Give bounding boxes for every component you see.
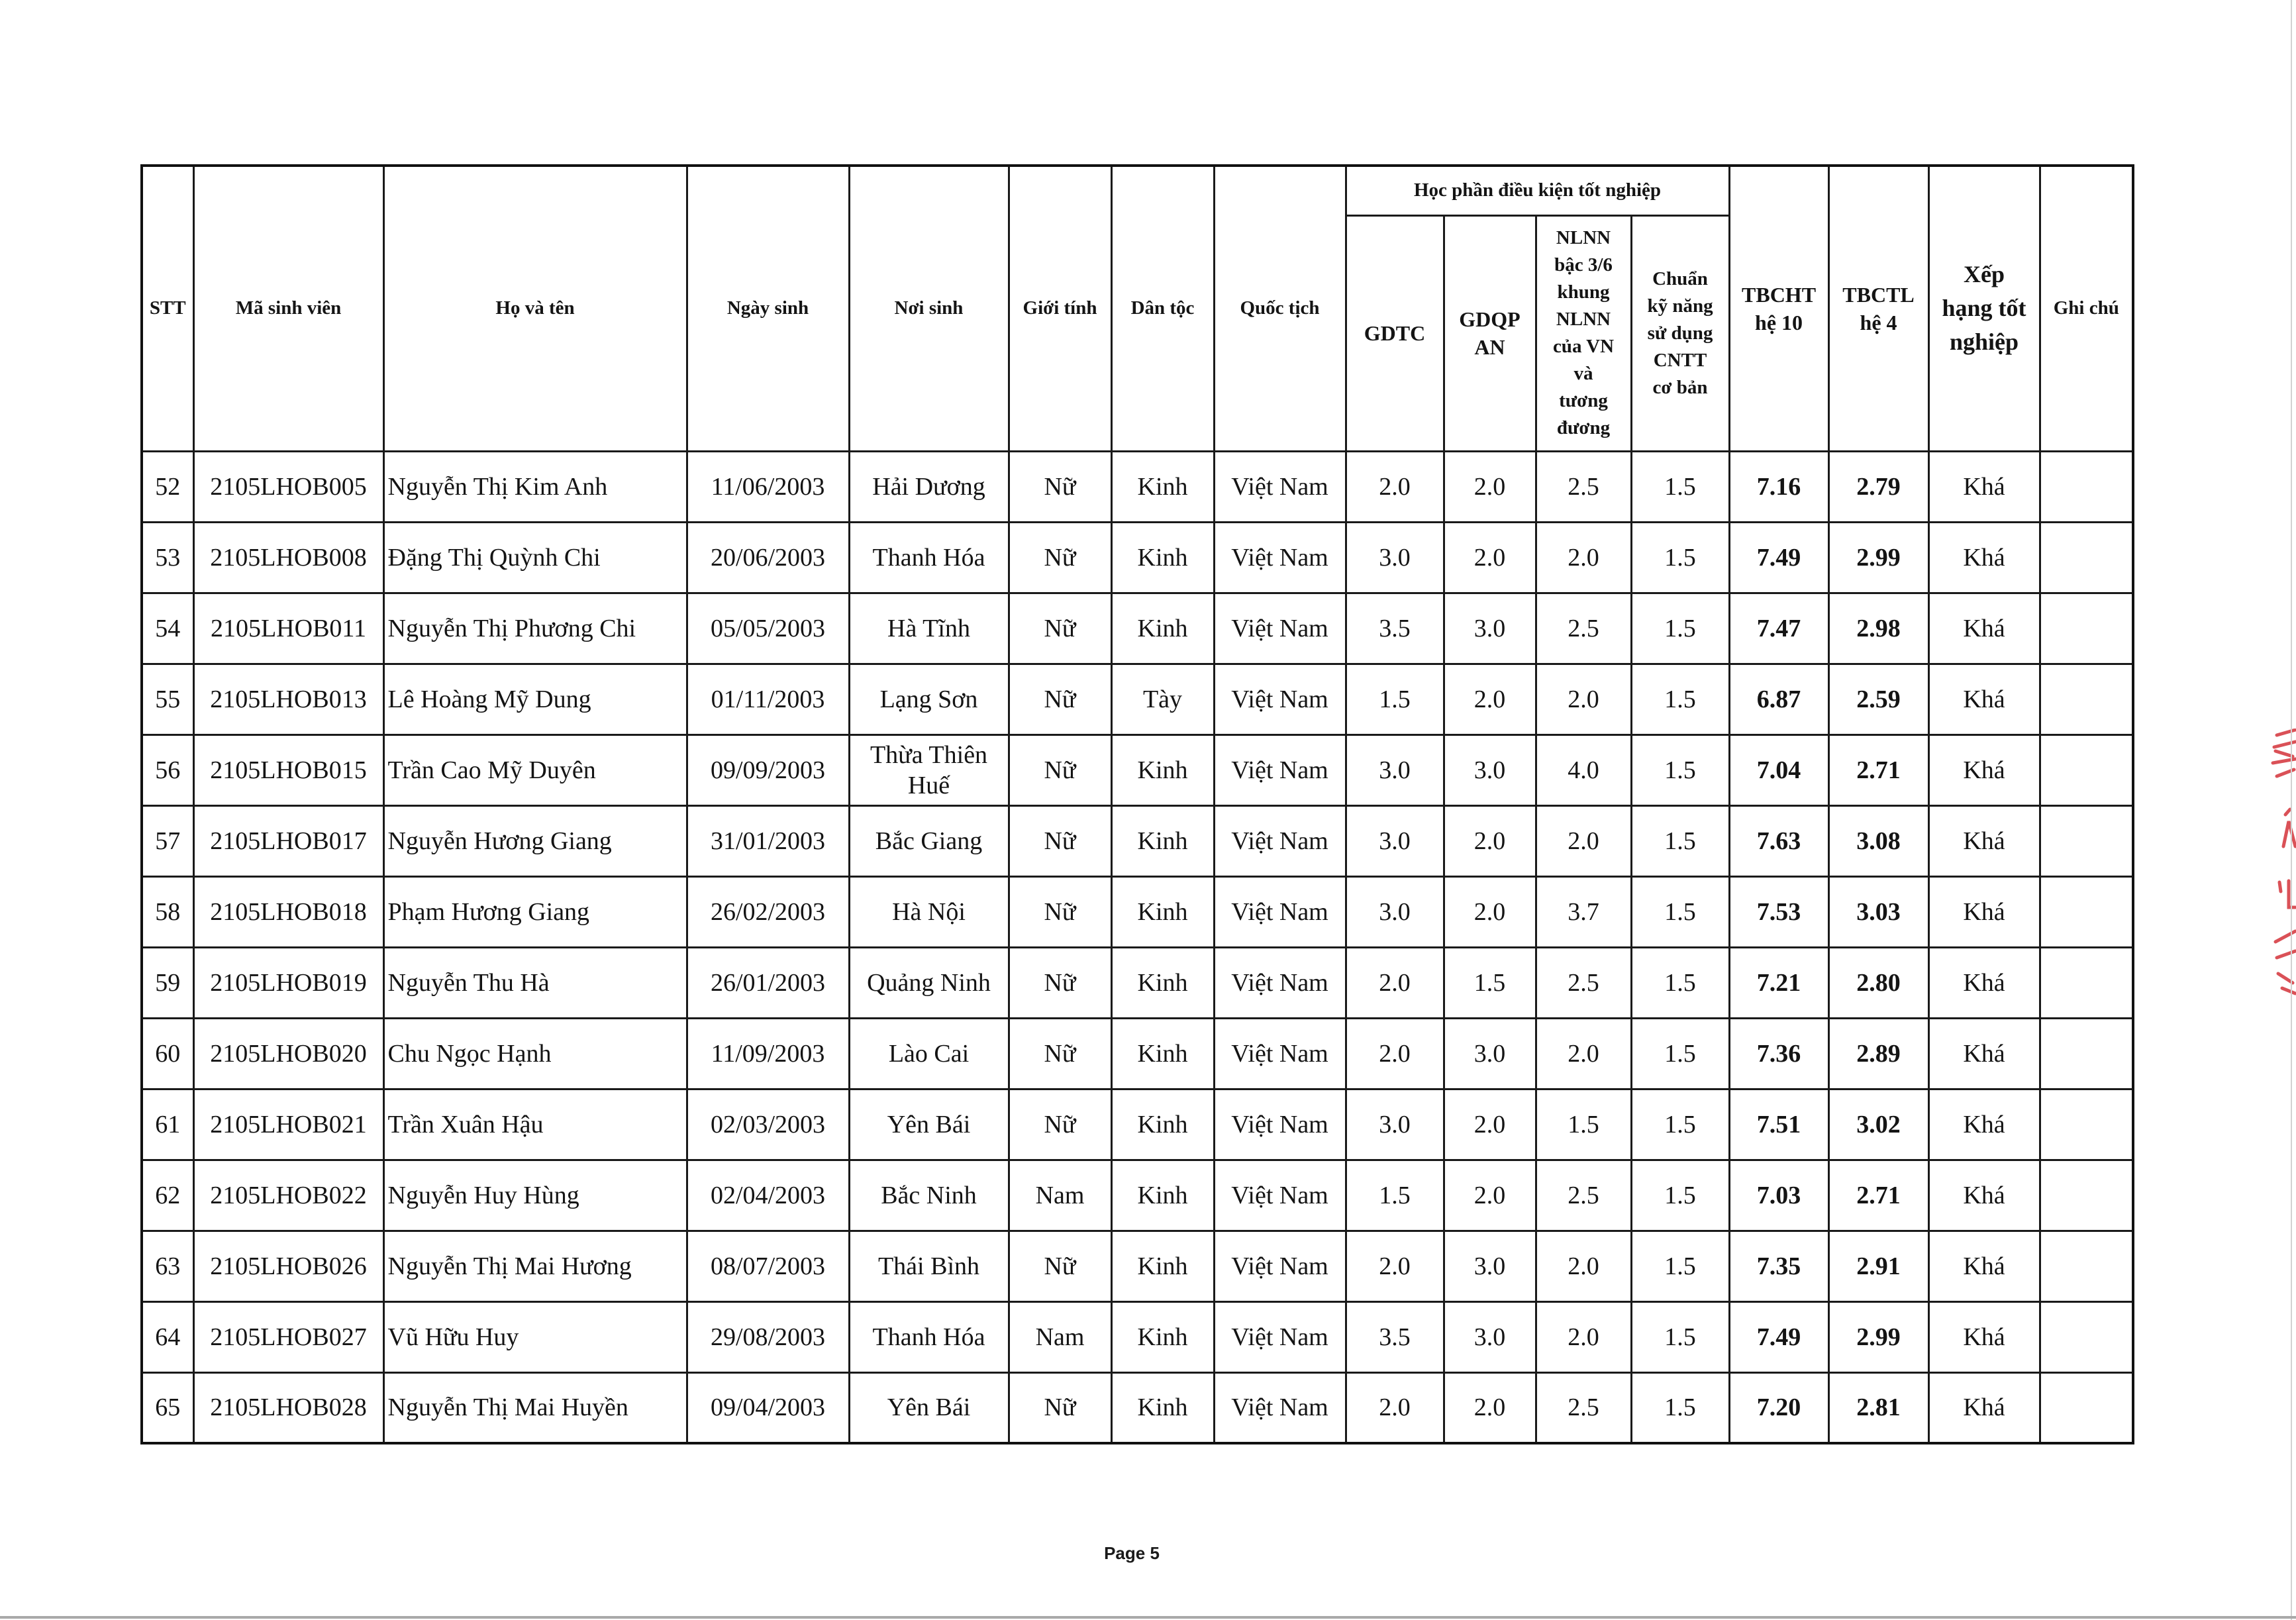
gdqp-an-cell: 2.0 — [1444, 1089, 1536, 1160]
table-row — [142, 1018, 2133, 1089]
ethnicity-cell: Kinh — [1111, 1231, 1214, 1301]
ethnicity-cell: Kinh — [1111, 1301, 1214, 1372]
tbcht-cell: 7.03 — [1729, 1160, 1828, 1231]
tbctl-cell: 3.02 — [1828, 1089, 1928, 1160]
gdqp-an-cell: 2.0 — [1444, 664, 1536, 734]
student-id-cell: 2105LHOB008 — [193, 522, 383, 593]
gender-cell: Nữ — [1009, 947, 1111, 1018]
gdtc-cell: 2.0 — [1346, 1372, 1444, 1443]
nationality-cell: Việt Nam — [1214, 947, 1346, 1018]
nationality-cell: Việt Nam — [1214, 1018, 1346, 1089]
scan-edge-bottom — [0, 1616, 2296, 1619]
student-id-cell: 2105LHOB005 — [193, 451, 383, 522]
birth-date-cell: 11/09/2003 — [687, 1018, 849, 1089]
table-row — [142, 1372, 2133, 1443]
tbctl-cell: 2.71 — [1828, 1160, 1928, 1231]
student-id-cell: 2105LHOB020 — [193, 1018, 383, 1089]
rank-cell: Khá — [1928, 1018, 2040, 1089]
full-name-cell: Đặng Thị Quỳnh Chi — [383, 522, 687, 593]
tbctl-cell: 2.89 — [1828, 1018, 1928, 1089]
birth-place-cell: Yên Bái — [849, 1372, 1009, 1443]
gender-cell: Nữ — [1009, 451, 1111, 522]
table-row — [142, 664, 2133, 734]
full-name-cell: Nguyễn Thị Mai Huyền — [383, 1372, 687, 1443]
birth-date-cell: 26/02/2003 — [687, 876, 849, 947]
birth-date-cell: 09/09/2003 — [687, 734, 849, 805]
student-id-cell: 2105LHOB017 — [193, 805, 383, 876]
full-name-cell: Trần Xuân Hậu — [383, 1089, 687, 1160]
stt-cell: 55 — [142, 664, 193, 734]
gender-cell: Nữ — [1009, 876, 1111, 947]
header-row-top — [142, 166, 2133, 215]
ethnicity-cell: Kinh — [1111, 522, 1214, 593]
birth-date-cell: 02/04/2003 — [687, 1160, 849, 1231]
tbctl-cell: 2.98 — [1828, 593, 1928, 664]
it-skills-cell: 1.5 — [1631, 1160, 1729, 1231]
it-skills-cell: 1.5 — [1631, 522, 1729, 593]
table-row — [142, 1160, 2133, 1231]
birth-date-cell: 02/03/2003 — [687, 1089, 849, 1160]
gdtc-cell: 1.5 — [1346, 1160, 1444, 1231]
tbcht-cell: 7.47 — [1729, 593, 1828, 664]
ethnicity-cell: Kinh — [1111, 451, 1214, 522]
ethnicity-cell: Kinh — [1111, 1018, 1214, 1089]
tbctl-cell: 3.03 — [1828, 876, 1928, 947]
rank-cell: Khá — [1928, 1301, 2040, 1372]
page-number: Page 5 — [1104, 1543, 1160, 1563]
it-skills-cell: 1.5 — [1631, 1372, 1729, 1443]
full-name-cell: Nguyễn Huy Hùng — [383, 1160, 687, 1231]
tbctl-cell: 2.91 — [1828, 1231, 1928, 1301]
nlnn-cell: 2.0 — [1536, 522, 1631, 593]
full-name-cell: Nguyễn Thu Hà — [383, 947, 687, 1018]
rank-cell: Khá — [1928, 734, 2040, 805]
nlnn-cell: 1.5 — [1536, 1089, 1631, 1160]
student-id-cell: 2105LHOB015 — [193, 734, 383, 805]
rank-cell: Khá — [1928, 1160, 2040, 1231]
header-student-id: Mã sinh viên — [193, 166, 383, 451]
student-id-cell: 2105LHOB022 — [193, 1160, 383, 1231]
stt-cell: 65 — [142, 1372, 193, 1443]
gender-cell: Nữ — [1009, 1231, 1111, 1301]
gdtc-cell: 3.0 — [1346, 734, 1444, 805]
full-name-cell: Phạm Hương Giang — [383, 876, 687, 947]
full-name-cell: Nguyễn Hương Giang — [383, 805, 687, 876]
gender-cell: Nữ — [1009, 1018, 1111, 1089]
note-cell — [2040, 876, 2133, 947]
table-row — [142, 1301, 2133, 1372]
stt-cell: 60 — [142, 1018, 193, 1089]
note-cell — [2040, 947, 2133, 1018]
full-name-cell: Vũ Hữu Huy — [383, 1301, 687, 1372]
header-stt: STT — [142, 166, 193, 451]
gender-cell: Nữ — [1009, 1372, 1111, 1443]
birth-place-cell: Hà Nội — [849, 876, 1009, 947]
header-rank: Xếp hạng tốt nghiệp — [1928, 166, 2040, 451]
student-id-cell: 2105LHOB013 — [193, 664, 383, 734]
ethnicity-cell: Kinh — [1111, 1160, 1214, 1231]
rank-cell: Khá — [1928, 805, 2040, 876]
gdtc-cell: 3.5 — [1346, 1301, 1444, 1372]
birth-place-cell: Thái Bình — [849, 1231, 1009, 1301]
gdtc-cell: 3.0 — [1346, 1089, 1444, 1160]
gdtc-cell: 3.0 — [1346, 876, 1444, 947]
nlnn-cell: 2.5 — [1536, 947, 1631, 1018]
gender-cell: Nam — [1009, 1301, 1111, 1372]
header-gender: Giới tính — [1009, 166, 1111, 451]
stt-cell: 63 — [142, 1231, 193, 1301]
header-it-skills: Chuẩn kỹ năng sử dụng CNTT cơ bản — [1631, 215, 1729, 451]
stt-cell: 53 — [142, 522, 193, 593]
nlnn-cell: 2.0 — [1536, 805, 1631, 876]
note-cell — [2040, 1301, 2133, 1372]
full-name-cell: Nguyễn Thị Phương Chi — [383, 593, 687, 664]
gender-cell: Nữ — [1009, 805, 1111, 876]
table-body — [142, 451, 2133, 1443]
birth-place-cell: Thừa Thiên Huế — [849, 734, 1009, 805]
header-full-name: Họ và tên — [383, 166, 687, 451]
birth-place-cell: Lào Cai — [849, 1018, 1009, 1089]
it-skills-cell: 1.5 — [1631, 1231, 1729, 1301]
ethnicity-cell: Kinh — [1111, 947, 1214, 1018]
tbctl-cell: 3.08 — [1828, 805, 1928, 876]
stt-cell: 54 — [142, 593, 193, 664]
nationality-cell: Việt Nam — [1214, 734, 1346, 805]
full-name-cell: Nguyễn Thị Mai Hương — [383, 1231, 687, 1301]
it-skills-cell: 1.5 — [1631, 876, 1729, 947]
stt-cell: 57 — [142, 805, 193, 876]
gdqp-an-cell: 2.0 — [1444, 805, 1536, 876]
gdqp-an-cell: 2.0 — [1444, 1160, 1536, 1231]
ethnicity-cell: Kinh — [1111, 1089, 1214, 1160]
note-cell — [2040, 593, 2133, 664]
birth-place-cell: Bắc Ninh — [849, 1160, 1009, 1231]
rank-cell: Khá — [1928, 451, 2040, 522]
tbctl-cell: 2.99 — [1828, 1301, 1928, 1372]
ethnicity-cell: Kinh — [1111, 593, 1214, 664]
note-cell — [2040, 1372, 2133, 1443]
tbctl-cell: 2.71 — [1828, 734, 1928, 805]
birth-date-cell: 29/08/2003 — [687, 1301, 849, 1372]
header-note: Ghi chú — [2040, 166, 2133, 451]
gender-cell: Nữ — [1009, 1089, 1111, 1160]
note-cell — [2040, 805, 2133, 876]
gdtc-cell: 2.0 — [1346, 1231, 1444, 1301]
it-skills-cell: 1.5 — [1631, 451, 1729, 522]
ethnicity-cell: Kinh — [1111, 1372, 1214, 1443]
it-skills-cell: 1.5 — [1631, 947, 1729, 1018]
student-id-cell: 2105LHOB027 — [193, 1301, 383, 1372]
stt-cell: 56 — [142, 734, 193, 805]
note-cell — [2040, 1160, 2133, 1231]
birth-place-cell: Quảng Ninh — [849, 947, 1009, 1018]
nationality-cell: Việt Nam — [1214, 1301, 1346, 1372]
full-name-cell: Nguyễn Thị Kim Anh — [383, 451, 687, 522]
birth-date-cell: 31/01/2003 — [687, 805, 849, 876]
birth-place-cell: Hà Tĩnh — [849, 593, 1009, 664]
gdqp-an-cell: 3.0 — [1444, 1301, 1536, 1372]
student-id-cell: 2105LHOB019 — [193, 947, 383, 1018]
note-cell — [2040, 734, 2133, 805]
header-birth-place: Nơi sinh — [849, 166, 1009, 451]
table-row — [142, 1089, 2133, 1160]
nationality-cell: Việt Nam — [1214, 522, 1346, 593]
full-name-cell: Trần Cao Mỹ Duyên — [383, 734, 687, 805]
birth-date-cell: 20/06/2003 — [687, 522, 849, 593]
tbcht-cell: 7.16 — [1729, 451, 1828, 522]
nationality-cell: Việt Nam — [1214, 805, 1346, 876]
birth-date-cell: 05/05/2003 — [687, 593, 849, 664]
student-id-cell: 2105LHOB021 — [193, 1089, 383, 1160]
student-id-cell: 2105LHOB018 — [193, 876, 383, 947]
tbcht-cell: 6.87 — [1729, 664, 1828, 734]
tbcht-cell: 7.36 — [1729, 1018, 1828, 1089]
graduation-list-table — [140, 164, 2134, 1444]
tbctl-cell: 2.81 — [1828, 1372, 1928, 1443]
it-skills-cell: 1.5 — [1631, 1018, 1729, 1089]
gender-cell: Nữ — [1009, 664, 1111, 734]
birth-date-cell: 11/06/2003 — [687, 451, 849, 522]
gdqp-an-cell: 3.0 — [1444, 593, 1536, 664]
nationality-cell: Việt Nam — [1214, 1372, 1346, 1443]
gender-cell: Nữ — [1009, 734, 1111, 805]
note-cell — [2040, 1231, 2133, 1301]
nationality-cell: Việt Nam — [1214, 664, 1346, 734]
table-row — [142, 805, 2133, 876]
red-seal-fragment — [2249, 729, 2296, 1020]
header-ethnicity: Dân tộc — [1111, 166, 1214, 451]
rank-cell: Khá — [1928, 593, 2040, 664]
student-id-cell: 2105LHOB028 — [193, 1372, 383, 1443]
tbctl-cell: 2.99 — [1828, 522, 1928, 593]
full-name-cell: Lê Hoàng Mỹ Dung — [383, 664, 687, 734]
stt-cell: 52 — [142, 451, 193, 522]
birth-date-cell: 08/07/2003 — [687, 1231, 849, 1301]
stt-cell: 62 — [142, 1160, 193, 1231]
nationality-cell: Việt Nam — [1214, 1231, 1346, 1301]
gdqp-an-cell: 3.0 — [1444, 734, 1536, 805]
table-row — [142, 1231, 2133, 1301]
it-skills-cell: 1.5 — [1631, 664, 1729, 734]
gdtc-cell: 1.5 — [1346, 664, 1444, 734]
table-row — [142, 522, 2133, 593]
nlnn-cell: 4.0 — [1536, 734, 1631, 805]
rank-cell: Khá — [1928, 876, 2040, 947]
nlnn-cell: 2.0 — [1536, 664, 1631, 734]
gdtc-cell: 2.0 — [1346, 1018, 1444, 1089]
nationality-cell: Việt Nam — [1214, 876, 1346, 947]
gender-cell: Nữ — [1009, 522, 1111, 593]
stt-cell: 58 — [142, 876, 193, 947]
ethnicity-cell: Kinh — [1111, 805, 1214, 876]
header-tbctl: TBCTL hệ 4 — [1828, 166, 1928, 451]
gdqp-an-cell: 3.0 — [1444, 1231, 1536, 1301]
student-id-cell: 2105LHOB011 — [193, 593, 383, 664]
gender-cell: Nữ — [1009, 593, 1111, 664]
stt-cell: 64 — [142, 1301, 193, 1372]
header-nlnn: NLNN bậc 3/6 khung NLNN của VN và tương đương — [1536, 215, 1631, 451]
gdqp-an-cell: 2.0 — [1444, 1372, 1536, 1443]
student-id-cell: 2105LHOB026 — [193, 1231, 383, 1301]
nlnn-cell: 2.5 — [1536, 593, 1631, 664]
rank-cell: Khá — [1928, 1231, 2040, 1301]
table-row — [142, 947, 2133, 1018]
birth-place-cell: Thanh Hóa — [849, 1301, 1009, 1372]
gdtc-cell: 3.0 — [1346, 805, 1444, 876]
full-name-cell: Chu Ngọc Hạnh — [383, 1018, 687, 1089]
note-cell — [2040, 451, 2133, 522]
gdqp-an-cell: 2.0 — [1444, 451, 1536, 522]
table-header — [142, 166, 2133, 451]
nlnn-cell: 2.0 — [1536, 1301, 1631, 1372]
birth-place-cell: Yên Bái — [849, 1089, 1009, 1160]
gdtc-cell: 2.0 — [1346, 451, 1444, 522]
gender-cell: Nam — [1009, 1160, 1111, 1231]
it-skills-cell: 1.5 — [1631, 593, 1729, 664]
birth-place-cell: Bắc Giang — [849, 805, 1009, 876]
nlnn-cell: 2.0 — [1536, 1231, 1631, 1301]
table-row — [142, 593, 2133, 664]
gdqp-an-cell: 2.0 — [1444, 522, 1536, 593]
nationality-cell: Việt Nam — [1214, 451, 1346, 522]
tbcht-cell: 7.04 — [1729, 734, 1828, 805]
ethnicity-cell: Tày — [1111, 664, 1214, 734]
gdtc-cell: 2.0 — [1346, 947, 1444, 1018]
birth-date-cell: 09/04/2003 — [687, 1372, 849, 1443]
gdtc-cell: 3.0 — [1346, 522, 1444, 593]
rank-cell: Khá — [1928, 1089, 2040, 1160]
gdqp-an-cell: 2.0 — [1444, 876, 1536, 947]
tbcht-cell: 7.21 — [1729, 947, 1828, 1018]
nlnn-cell: 2.0 — [1536, 1018, 1631, 1089]
tbcht-cell: 7.35 — [1729, 1231, 1828, 1301]
header-nationality: Quốc tịch — [1214, 166, 1346, 451]
note-cell — [2040, 1089, 2133, 1160]
nationality-cell: Việt Nam — [1214, 1160, 1346, 1231]
header-tbcht: TBCHT hệ 10 — [1729, 166, 1828, 451]
birth-place-cell: Lạng Sơn — [849, 664, 1009, 734]
gdqp-an-cell: 1.5 — [1444, 947, 1536, 1018]
header-gdqp-an: GDQP AN — [1444, 215, 1536, 451]
table-row — [142, 451, 2133, 522]
table-row — [142, 876, 2133, 947]
birth-place-cell: Hải Dương — [849, 451, 1009, 522]
header-gdtc: GDTC — [1346, 215, 1444, 451]
it-skills-cell: 1.5 — [1631, 1089, 1729, 1160]
rank-cell: Khá — [1928, 664, 2040, 734]
table-row — [142, 734, 2133, 805]
tbcht-cell: 7.20 — [1729, 1372, 1828, 1443]
birth-date-cell: 01/11/2003 — [687, 664, 849, 734]
note-cell — [2040, 664, 2133, 734]
header-graduation-requirements: Học phần điều kiện tốt nghiệp — [1346, 166, 1729, 215]
rank-cell: Khá — [1928, 1372, 2040, 1443]
tbcht-cell: 7.49 — [1729, 522, 1828, 593]
it-skills-cell: 1.5 — [1631, 1301, 1729, 1372]
tbcht-cell: 7.51 — [1729, 1089, 1828, 1160]
nlnn-cell: 3.7 — [1536, 876, 1631, 947]
nlnn-cell: 2.5 — [1536, 1160, 1631, 1231]
stt-cell: 59 — [142, 947, 193, 1018]
birth-place-cell: Thanh Hóa — [849, 522, 1009, 593]
scan-edge-right — [2291, 0, 2292, 1620]
stt-cell: 61 — [142, 1089, 193, 1160]
nationality-cell: Việt Nam — [1214, 593, 1346, 664]
tbctl-cell: 2.80 — [1828, 947, 1928, 1018]
it-skills-cell: 1.5 — [1631, 805, 1729, 876]
rank-cell: Khá — [1928, 947, 2040, 1018]
nlnn-cell: 2.5 — [1536, 1372, 1631, 1443]
tbcht-cell: 7.53 — [1729, 876, 1828, 947]
nlnn-cell: 2.5 — [1536, 451, 1631, 522]
gdqp-an-cell: 3.0 — [1444, 1018, 1536, 1089]
rank-cell: Khá — [1928, 522, 2040, 593]
tbcht-cell: 7.63 — [1729, 805, 1828, 876]
ethnicity-cell: Kinh — [1111, 876, 1214, 947]
birth-date-cell: 26/01/2003 — [687, 947, 849, 1018]
header-birth-date: Ngày sinh — [687, 166, 849, 451]
note-cell — [2040, 1018, 2133, 1089]
note-cell — [2040, 522, 2133, 593]
tbcht-cell: 7.49 — [1729, 1301, 1828, 1372]
tbctl-cell: 2.79 — [1828, 451, 1928, 522]
it-skills-cell: 1.5 — [1631, 734, 1729, 805]
ethnicity-cell: Kinh — [1111, 734, 1214, 805]
nationality-cell: Việt Nam — [1214, 1089, 1346, 1160]
gdtc-cell: 3.5 — [1346, 593, 1444, 664]
tbctl-cell: 2.59 — [1828, 664, 1928, 734]
